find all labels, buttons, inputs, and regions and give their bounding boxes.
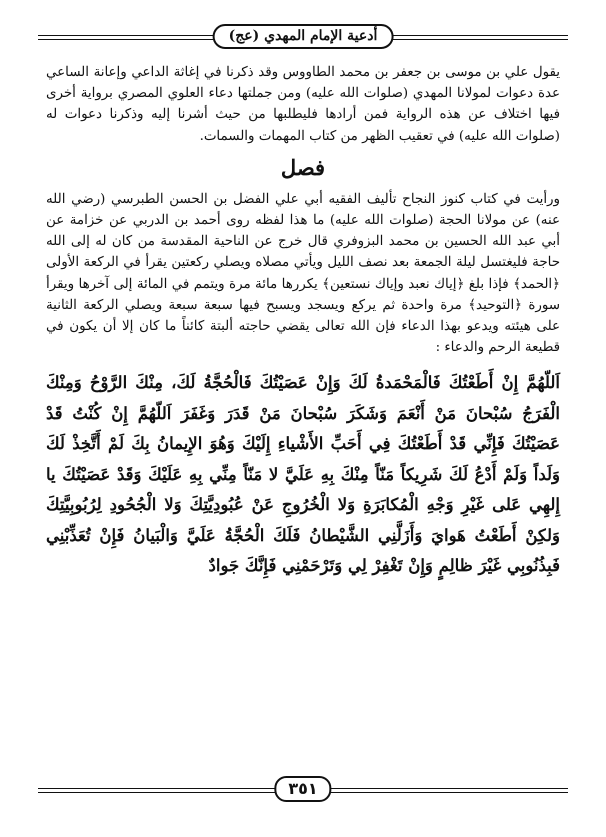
intro-paragraph: يقول علي بن موسى بن جعفر بن محمد الطاووس وقد ذكرنا في إغاثة الداعي وإعانة الساعي عدة دعوات لمولانا المهدي (صلوات الله عليه) ومن جملتها دعاء العلوي المصري برواية أخرى فيها اختلاف عن هذه الرواية فمن أرادها فليطلبها من حيث أشرنا إليه وذكرنا دعوات له (صلوات الله عليه) في تعقيب الظهر من كتاب المهمات والسمات. bbox=[46, 65, 560, 144]
page-footer bbox=[38, 776, 568, 802]
section-heading: فصل bbox=[280, 154, 326, 180]
header-title: أدعية الإمام المهدي (عج) bbox=[213, 24, 394, 49]
running-header bbox=[38, 24, 568, 48]
section-paragraph: ورأيت في كتاب كنوز النجاح تأليف الفقيه أبي علي الفضل بن الحسن الطبرسي (رضي الله عنه) عن مولانا الحجة (صلوات الله عليه) ما هذا لفظه روى أحمد بن الدربي عن خزامة عن أبي عبد الله الحسين بن محمد البزوفري قال خرج عن الناحية المقدسة من كان له إلى الله حاجة فليغتسل ليلة الجمعة بعد نصف الليل ويأتي مصلاه ويصلي ركعتين يقرأ في الركعة الأولى ﴿الحمد﴾ فإذا بلغ ﴿إياك نعبد وإياك نستعين﴾ يكررها مائة مرة ويتمم في المائة إلى آخرها ويقرأ سورة ﴿التوحيد﴾ مرة واحدة ثم يركع ويسجد ويسبح فيها سبعة سبعة ويصلي الركعة الثانية على هيئته ويدعو بهذا الدعاء فإن الله تعالى يقضي حاجته ألبتة كائناً ما كان إلا أن يكون في قطيعة الرحم والدعاء : bbox=[46, 191, 560, 356]
page-body bbox=[46, 62, 560, 582]
book-page bbox=[38, 18, 568, 818]
page-number: ٣٥١ bbox=[274, 776, 331, 802]
prayer-text: اَللّهُمَّ إِنْ أَطَعْتُكَ فَالْمَحْمَدةُ لَكَ وَإِنْ عَصَيْتُكَ فَالْحُجَّةُ لَكَ، مِنْكَ الرَّوْحُ وَمِنْكَ الْفَرَجُ سُبْحانَ مَنْ أَنْعَمَ وَشَكَرَ سُبْحانَ مَنْ قَدَرَ وَغَفَرَ اَللّهُمَّ إِنْ كُنْتُ قَدْ عَصَيْتُكَ فَإِنِّي قَدْ أَطَعْتُكَ فِي أَحَبِّ الأَشْياءِ إِلَيْكَ وَهُوَ الإِيمانُ بِكَ لَمْ أَتَّخِذْ لَكَ وَلَداً وَلَمْ أَدْعُ لَكَ شَرِيكاً مَنّاً مِنْكَ بِهِ عَلَيَّ لا مَنّاً مِنِّي بِهِ عَلَيْكَ وَقَدْ عَصَيْتُكَ يا إِلهِي عَلى غَيْرِ وَجْهِ الْمُكابَرَةِ وَلا الْخُرُوجِ عَنْ عُبُودِيَّتِكَ وَلا الْجُحُودِ لِرُبُوبِيَّتِكَ وَلكِنْ أَطَعْتُ هَوايَ وَأَزَلَّنِي الشَّيْطانُ فَلَكَ الْحُجَّةُ عَلَيَّ وَالْبَيانُ فَإِنْ تُعَذِّبْنِي فَبِذُنُوبِي غَيْرَ ظالِمٍ وَإِنْ تَغْفِرْ لِي وَتَرْحَمْنِي فَإِنَّكَ جَوادٌ bbox=[46, 373, 560, 576]
